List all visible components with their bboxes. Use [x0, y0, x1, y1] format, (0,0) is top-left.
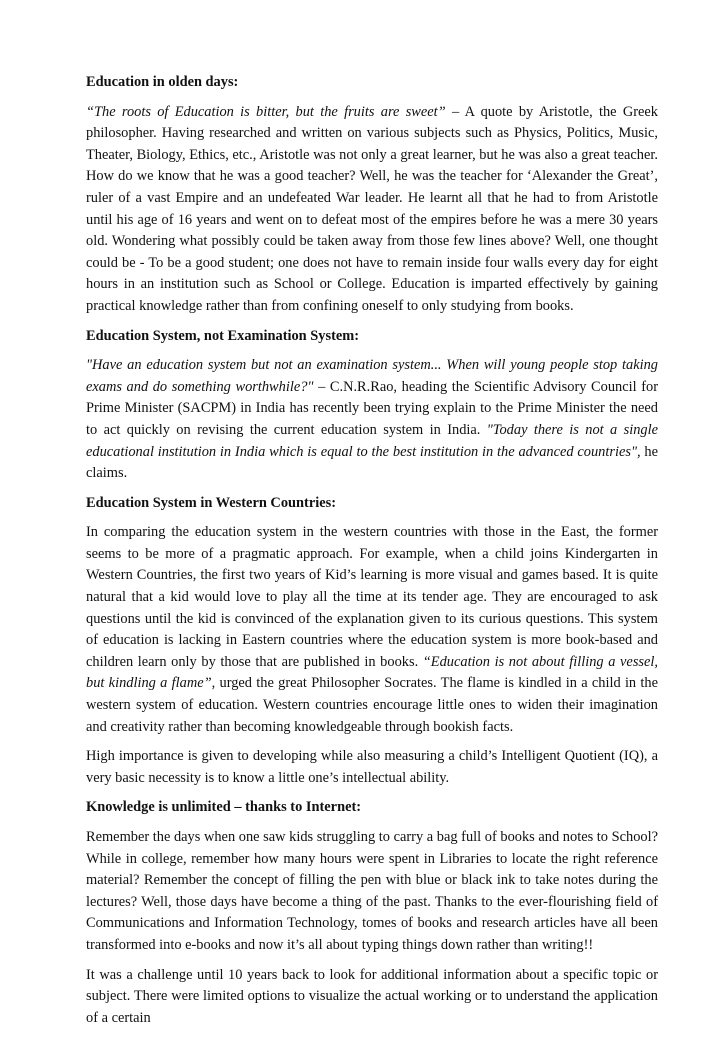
paragraph	[86, 827, 658, 957]
paragraph	[86, 522, 658, 738]
paragraph-text: , urged the great Philosopher Socrates. The flame is kindled in a child in the western system of education. Western countries encourage little ones to widen their imagination and creativity rather than becoming knowledgeable through bookish facts.	[86, 675, 659, 735]
rao-claim-quote: "Today there is not a single educational institution in India which is equal to the best institution in the advanced countries",	[86, 421, 658, 460]
section-heading-western-countries: Education System in Western Countries:	[86, 494, 336, 511]
paragraph-text: Remember the days when one saw kids struggling to carry a bag full of books and notes to School? While in college, remember how many hours were spent in Libraries to locate the right reference material? Remember the concept of filling the pen with blue or black ink to take notes during the lectures? Well, those days have become a thing of the past. Thanks to the ever-flourishing field of Communications and Information Technology, tomes of books and research articles have all been transformed into e-books and now it’s all about typing things down rather than writing!!	[86, 829, 658, 953]
paragraph	[86, 965, 658, 1030]
section-heading-internet: Knowledge is unlimited – thanks to Internet:	[86, 799, 362, 816]
paragraph-text: It was a challenge until 10 years back to look for additional information about a specific topic or subject. There were limited options to visualize the actual working or to understand the application of a certain	[86, 966, 658, 1026]
paragraph	[86, 355, 658, 485]
paragraph-text: he claims.	[86, 443, 658, 482]
document-page	[86, 72, 658, 1037]
paragraph-text: High importance is given to developing while also measuring a child’s Intelligent Quotient (IQ), a very basic necessity is to know a little one’s intellectual ability.	[86, 748, 658, 786]
paragraph-text: – A quote by Aristotle, the Greek philosopher. Having researched and written on various subjects such as Physics, Politics, Music, Theater, Biology, Ethics, etc., Aristotle was not only a great learner, but he was also a great teacher. How do we know that he was a good teacher? Well, he was the teacher for ‘Alexander the Great’, ruler of a vast Empire and an undefeated War leader. He learnt all that he had to from Aristotle until his age of 16 years and went on to defeat most of the empires before he was a mere 30 years old. Wondering what possibly could be taken away from those few lines above? Well, one thought could be - To be a good student; one does not have to remain inside four walls every day for eight hours in an institution such as School or College. Education is imparted effectively by gaining practical knowledge rather than from confining oneself to only studying from books.	[86, 103, 658, 314]
paragraph-text: In comparing the education system in the western countries with those in the East, the former seems to be more of a pragmatic approach. For example, when a child joins Kindergarten in Western Countries, the first two years of Kid’s learning is more visual and games based. It is quite natural that a kid would love to play all the time at its tender age. They are encouraged to ask questions until the kid is convinced of the explanation given to its curious questions. This system of education is lacking in Eastern countries where the education system is more book-based and children learn only by those that are published in books.	[86, 524, 658, 670]
aristotle-quote: “The roots of Education is bitter, but the fruits are sweet”	[86, 103, 446, 120]
paragraph	[86, 746, 658, 789]
socrates-quote: “Education is not about filling a vessel, but kindling a flame”	[86, 653, 659, 692]
paragraph	[86, 102, 658, 318]
rao-quote: "Have an education system but not an examination system... When will young people stop taking exams and do something worthwhile?"	[86, 357, 658, 395]
paragraph-text: – C.N.R.Rao, heading the Scientific Advisory Council for Prime Minister (SACPM) in India has recently been trying explain to the Prime Minister the need to act quickly on revising the current education system in India.	[86, 378, 658, 438]
section-heading-olden-days: Education in olden days:	[86, 74, 239, 90]
section-heading-education-system: Education System, not Examination System:	[86, 327, 360, 344]
